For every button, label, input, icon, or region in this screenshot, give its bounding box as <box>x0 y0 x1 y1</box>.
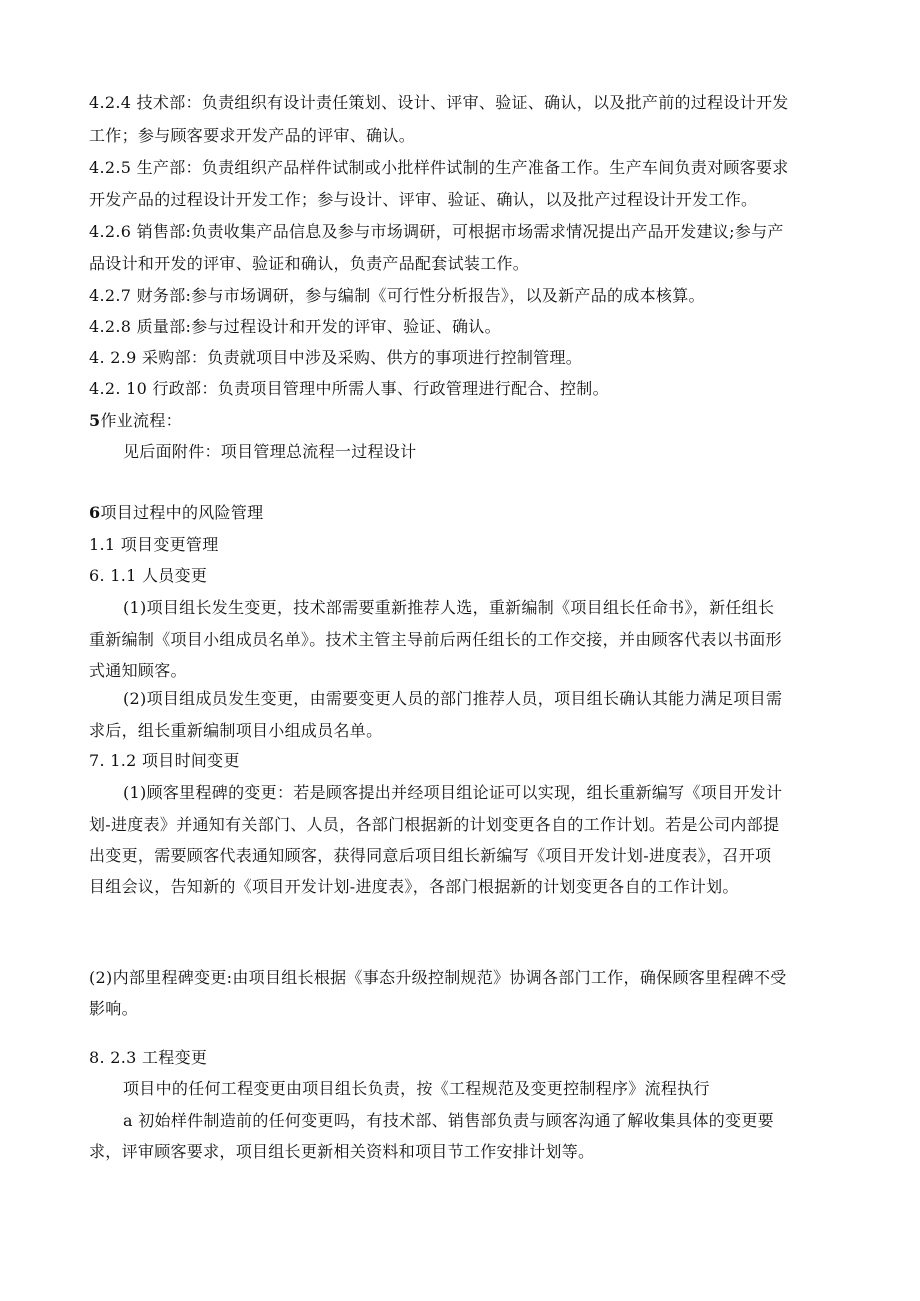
paragraph-4-line-2: 影响。 <box>89 999 138 1018</box>
section-5-title: 作业流程： <box>100 411 182 430</box>
section-4-2-4-line-2: 工作；参与顾客要求开发产品的评审、确认。 <box>89 126 416 145</box>
paragraph-3-line-1: (1)顾客里程碑的变更：若是顾客提出并经项目组论证可以实现，组长重新编写《项目开发计 <box>123 783 783 802</box>
section-4-2-5-line-1: 4.2.5 生产部：负责组织产品样件试制或小批样件试制的生产准备工作。生产车间负责对顾客要求 <box>89 158 789 177</box>
paragraph-2-line-1: (2)项目组成员发生变更，由需要变更人员的部门推荐人员，项目组长确认其能力满足项目需 <box>123 689 783 708</box>
section-4-2-6-line-2: 品设计和开发的评审、验证和确认，负责产品配套试装工作。 <box>89 254 530 273</box>
paragraph-1-line-2: 重新编制《项目小组成员名单》。技术主管主导前后两任组长的工作交接，并由顾客代表以书面形 <box>89 630 782 649</box>
section-6-number: 6 <box>89 503 101 522</box>
section-8-2-3: 8. 2.3 工程变更 <box>89 1048 208 1067</box>
section-1-1: 1.1 项目变更管理 <box>89 535 219 554</box>
section-5-heading <box>89 410 182 432</box>
section-6-heading <box>89 502 263 524</box>
section-4-2-7: 4.2.7 财务部:参与市场调研，参与编制《可行性分析报告》，以及新产品的成本核算。 <box>89 286 705 305</box>
paragraph-6-line-1: a 初始样件制造前的任何变更吗，有技术部、销售部负责与顾客沟通了解收集具体的变更要 <box>123 1111 774 1130</box>
section-6-1-1: 6. 1.1 人员变更 <box>89 566 208 585</box>
paragraph-2-line-2: 求后，组长重新编制项目小组成员名单。 <box>89 721 383 740</box>
section-6-title: 项目过程中的风险管理 <box>100 503 264 522</box>
paragraph-3-line-2: 划-进度表》并通知有关部门、人员，各部门根据新的计划变更各自的工作计划。若是公司内部提 <box>89 815 780 834</box>
section-4-2-8: 4.2.8 质量部:参与过程设计和开发的评审、验证、确认。 <box>89 317 501 336</box>
section-4-2-10: 4.2. 10 行政部：负责项目管理中所需人事、行政管理进行配合、控制。 <box>89 379 609 398</box>
section-5-number: 5 <box>89 411 101 430</box>
paragraph-5: 项目中的任何工程变更由项目组长负责，按《工程规范及变更控制程序》流程执行 <box>123 1079 710 1098</box>
paragraph-3-line-4: 目组会议，告知新的《项目开发计划-进度表》，各部门根据新的计划变更各自的工作计划。 <box>89 877 739 896</box>
paragraph-6-line-2: 求，评审顾客要求，项目组长更新相关资料和项目节工作安排计划等。 <box>89 1142 595 1161</box>
section-7-1-2: 7. 1.2 项目时间变更 <box>89 751 240 770</box>
section-4-2-9: 4. 2.9 采购部：负责就项目中涉及采购、供方的事项进行控制管理。 <box>89 348 583 367</box>
section-4-2-6-line-1: 4.2.6 销售部:负责收集产品信息及参与市场调研，可根据市场需求情况提出产品开发建议;参与产 <box>89 222 784 241</box>
section-4-2-5-line-2: 开发产品的过程设计开发工作；参与设计、评审、验证、确认，以及批产过程设计开发工作。 <box>89 190 758 209</box>
section-5-body: 见后面附件：项目管理总流程一过程设计 <box>123 442 417 461</box>
section-4-2-4-line-1: 4.2.4 技术部：负责组织有设计责任策划、设计、评审、验证、确认，以及批产前的过程设计开发 <box>89 93 789 112</box>
paragraph-1-line-1: (1)项目组长发生变更，技术部需要重新推荐人选，重新编制《项目组长任命书》，新任组长 <box>123 598 775 617</box>
paragraph-3-line-3: 出变更，需要顾客代表通知顾客，获得同意后项目组长新编写《项目开发计划-进度表》，召开项 <box>89 846 772 865</box>
paragraph-4-line-1: (2)内部里程碑变更:由项目组长根据《事态升级控制规范》协调各部门工作，确保顾客里程碑不受 <box>89 968 787 987</box>
paragraph-1-line-3: 式通知顾客。 <box>89 661 187 680</box>
